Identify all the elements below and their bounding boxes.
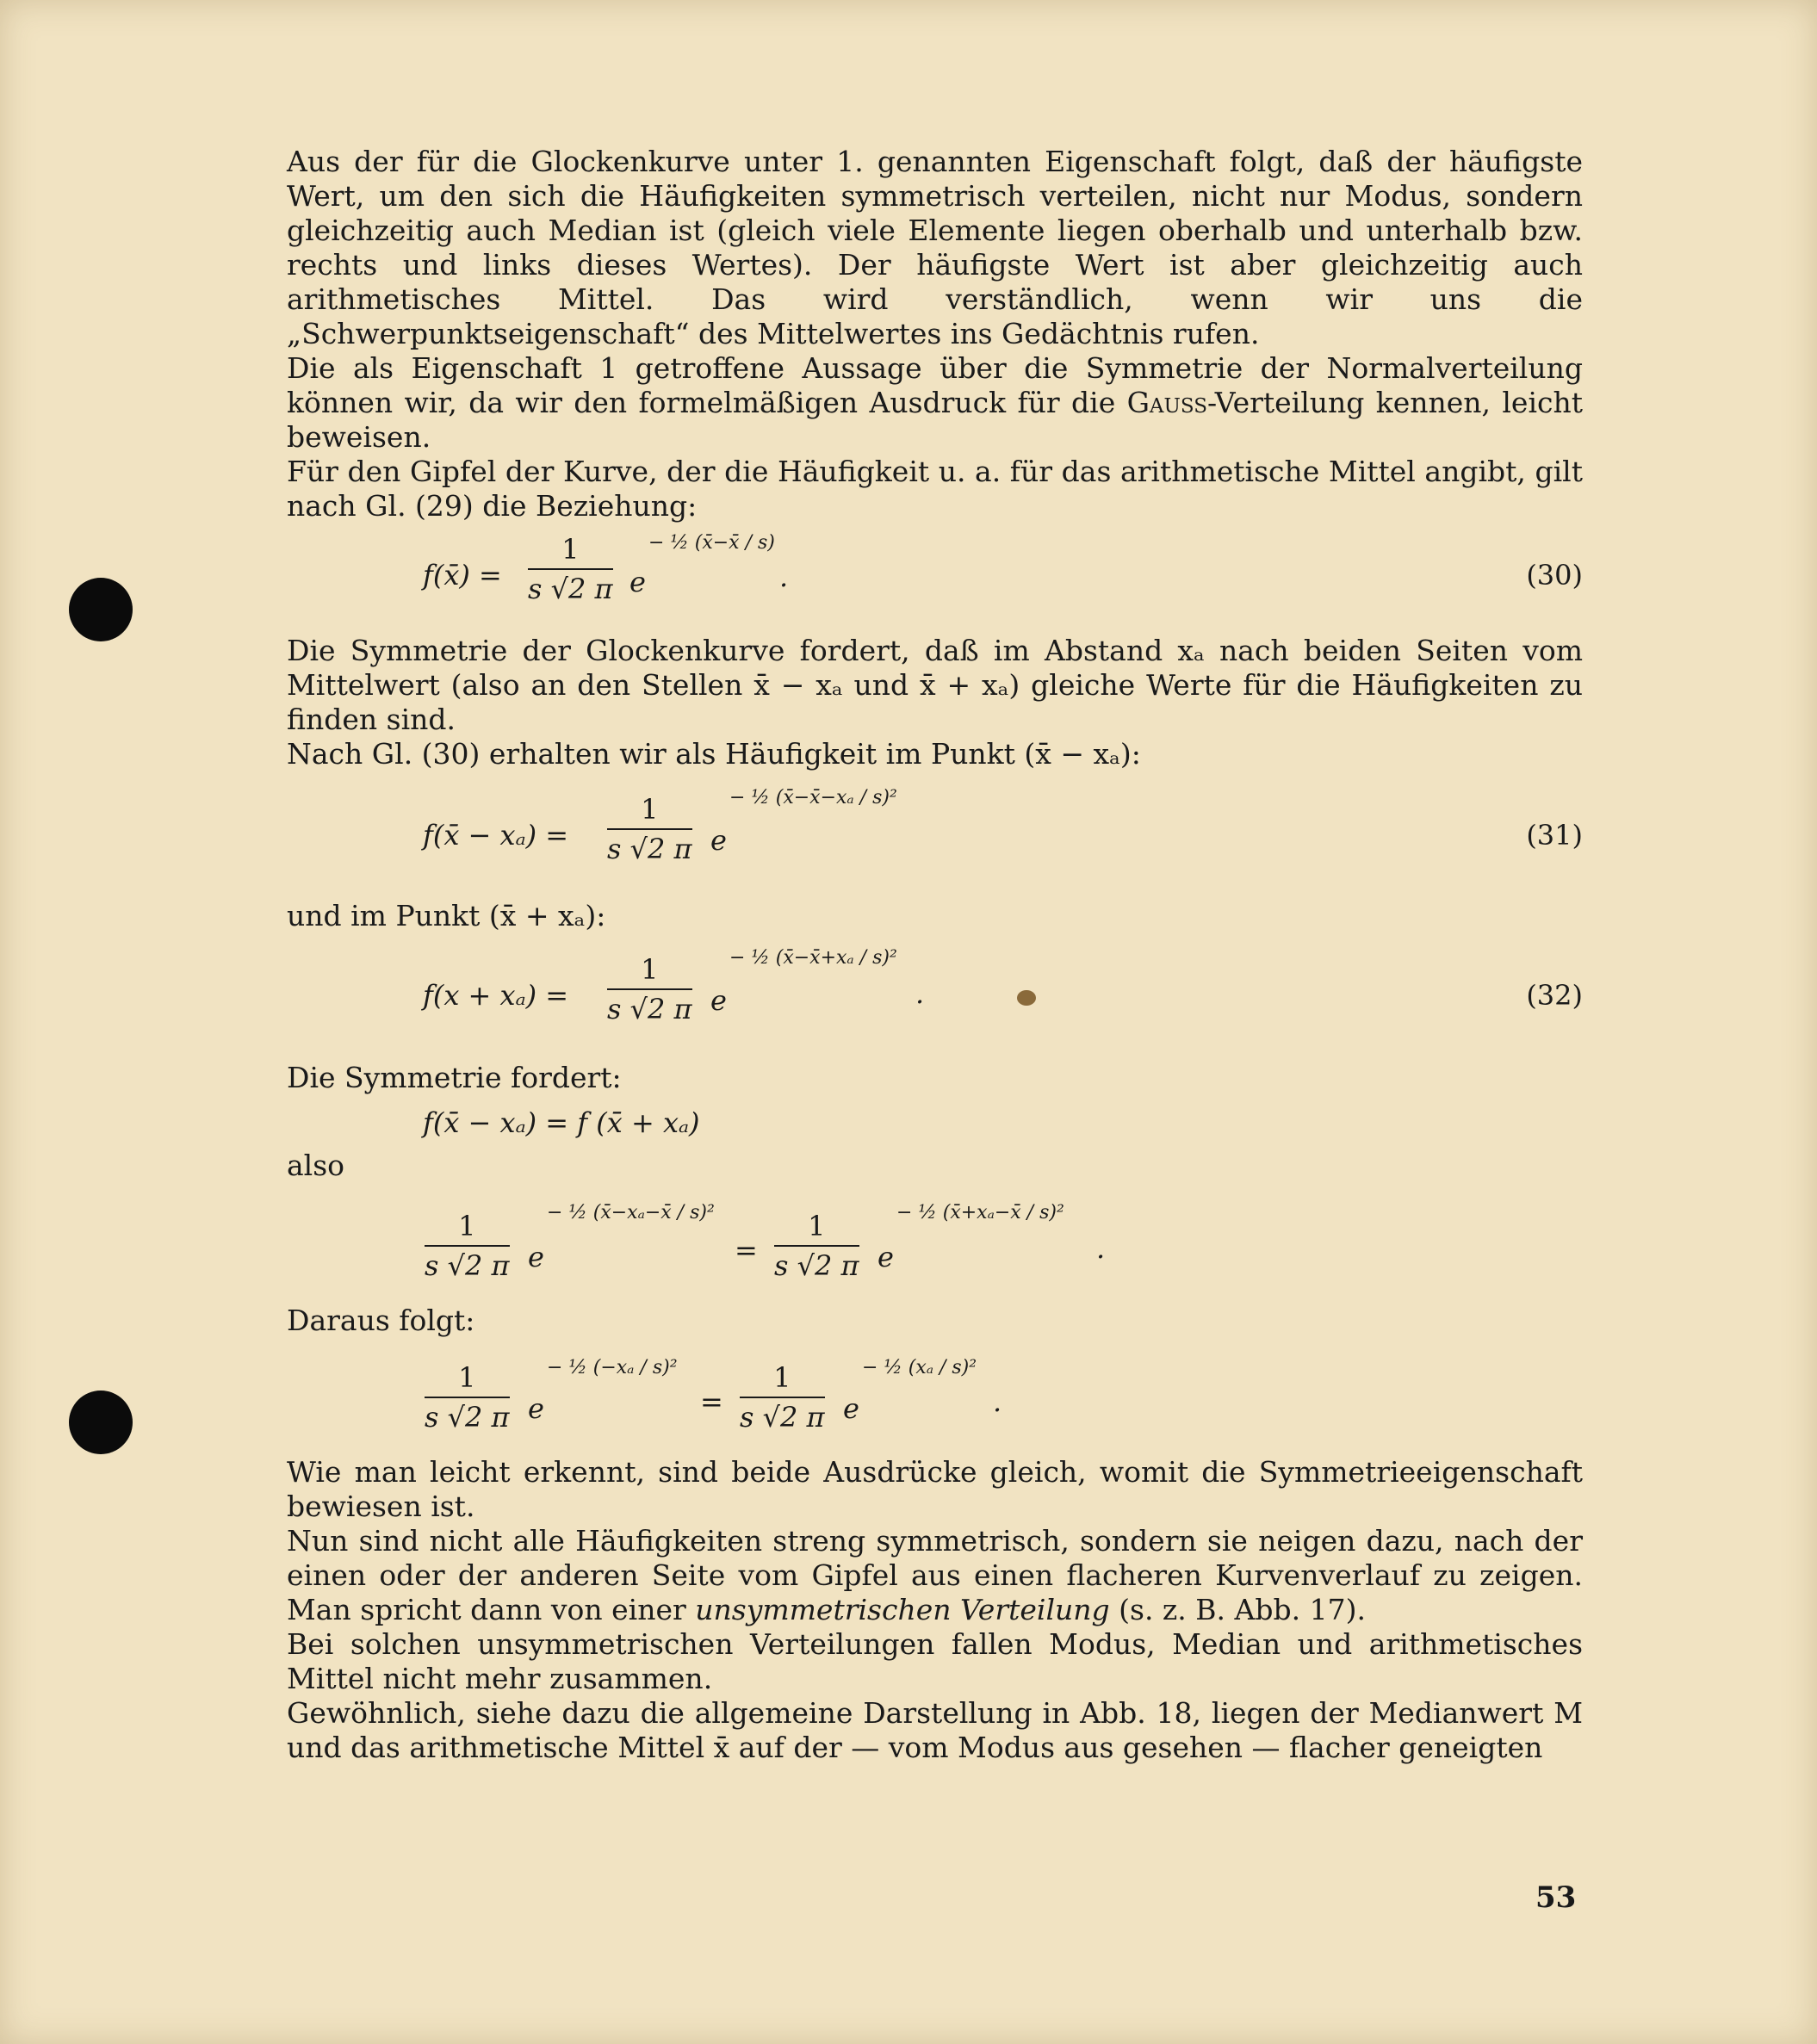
equation-lhs: f(x + xₐ) =: [423, 979, 569, 1012]
punch-hole-top: [69, 578, 133, 641]
euler-e: e: [528, 1241, 544, 1273]
equation-daraus: [287, 1338, 1583, 1455]
fraction-denominator: s √2 π: [607, 833, 692, 865]
equation-fraction: [774, 1209, 859, 1283]
equation-end-dot: .: [1096, 1232, 1106, 1265]
euler-e: e: [843, 1392, 859, 1425]
emphasis: unsymmetrischen Verteilung: [695, 1593, 1110, 1626]
equation-number: (32): [1526, 979, 1583, 1012]
euler-e: e: [877, 1241, 894, 1273]
text-span: -Verteilung kennen, leicht beweisen.: [287, 386, 1583, 454]
exponent: − ½ (−xₐ / s)²: [547, 1357, 678, 1378]
equation-lhs: f(x̄) =: [423, 559, 502, 592]
paragraph: [287, 351, 1583, 455]
fraction-numerator: 1: [607, 792, 692, 830]
equation-fraction: [425, 1360, 510, 1434]
exponent: − ½ (x̄−x̄+xₐ / s)²: [729, 947, 897, 969]
paragraph: und im Punkt (x̄ + xₐ):: [287, 899, 606, 932]
equation-also: [287, 1183, 1583, 1304]
equation-fraction: [528, 532, 613, 606]
text-span: (s. z. B. Abb. 17).: [1109, 1593, 1366, 1626]
punch-hole-bottom: [69, 1391, 133, 1454]
equation-end-dot: .: [779, 561, 789, 593]
fraction-numerator: 1: [607, 952, 692, 990]
equation-31: [287, 771, 1583, 899]
exponent: − ½ (x̄+xₐ−x̄ / s)²: [896, 1202, 1064, 1223]
paragraph: Aus der für die Glockenkurve unter 1. genannten Eigenschaft folgt, daß der häufigste Wert, um den sich die Häufigkeiten symmetrisch verteilen, nicht nur Modus, sondern gleichzeitig auch Median ist (gleich viele Elemente liegen oberhalb und unterhalb bzw. rechts und links dieses Wertes). Der häufigste Wert ist aber gleichzeitig auch arithmetisches Mittel. Das wird verständlich, wenn wir uns die „Schwerpunktseigenschaft“ des Mittelwertes ins Gedächtnis rufen.: [287, 145, 1583, 350]
page-content: [287, 145, 1583, 1765]
fraction-numerator: 1: [774, 1209, 859, 1247]
fraction-denominator: s √2 π: [740, 1401, 825, 1434]
exponent: − ½ (x̄−x̄ / s): [648, 532, 775, 554]
euler-e: e: [710, 984, 727, 1017]
equation-fraction: [740, 1360, 825, 1434]
paragraph: Daraus folgt:: [287, 1304, 475, 1337]
equation-end-dot: .: [915, 977, 925, 1010]
paragraph: Nach Gl. (30) erhalten wir als Häufigkeit im Punkt (x̄ − xₐ):: [287, 737, 1141, 771]
fraction-denominator: s √2 π: [607, 993, 692, 1025]
euler-e: e: [528, 1392, 544, 1425]
fraction-numerator: 1: [528, 532, 613, 570]
paragraph: Gewöhnlich, siehe dazu die allgemeine Darstellung in Abb. 18, liegen der Medianwert M und das arithmetische Mittel x̄ auf der — vom Modus aus gesehen — flacher geneigten: [287, 1696, 1583, 1764]
equation-30: [287, 523, 1583, 634]
equation-lhs: f(x̄ − xₐ) =: [423, 819, 569, 852]
paragraph: Die Symmetrie der Glockenkurve fordert, daß im Abstand xₐ nach beiden Seiten vom Mittelwert (also an den Stellen x̄ − xₐ und x̄ + xₐ) gleiche Werte für die Häufigkeiten zu finden sind.: [287, 634, 1583, 736]
fraction-numerator: 1: [740, 1360, 825, 1398]
equation-end-dot: .: [993, 1385, 1002, 1418]
equation-number: (31): [1526, 819, 1583, 852]
author-name: Gauss: [1126, 386, 1208, 419]
equation-fraction: [607, 792, 692, 866]
paragraph: Die Symmetrie fordert:: [287, 1061, 622, 1094]
fraction-denominator: s √2 π: [425, 1401, 510, 1434]
equation-number: (30): [1526, 559, 1583, 592]
paragraph: [287, 1524, 1583, 1627]
symmetry-equation: [287, 1095, 1583, 1149]
paragraph: Für den Gipfel der Kurve, der die Häufigkeit u. a. für das arithmetische Mittel angibt, gilt nach Gl. (29) die Beziehung:: [287, 455, 1583, 523]
equation-text: f(x̄ − xₐ) = f (x̄ + xₐ): [423, 1106, 700, 1139]
equals-sign: =: [735, 1234, 758, 1267]
equals-sign: =: [700, 1385, 723, 1418]
fraction-denominator: s √2 π: [774, 1249, 859, 1282]
text-span: Die als Eigenschaft 1 getroffene Aussage über die Symmetrie der Normalverteilung können wir, da wir den formelmäßigen Ausdruck für die: [287, 351, 1583, 419]
euler-e: e: [710, 824, 727, 857]
fraction-denominator: s √2 π: [528, 573, 613, 605]
exponent: − ½ (xₐ / s)²: [862, 1357, 977, 1378]
equation-32: [287, 933, 1583, 1061]
page-number: 53: [1535, 1880, 1577, 1915]
equation-fraction: [425, 1209, 510, 1283]
exponent: − ½ (x̄−x̄−xₐ / s)²: [729, 787, 897, 808]
euler-e: e: [629, 566, 646, 598]
fraction-denominator: s √2 π: [425, 1249, 510, 1282]
paragraph: Wie man leicht erkennt, sind beide Ausdrücke gleich, womit die Symmetrieeigenschaft bewiesen ist.: [287, 1455, 1583, 1523]
paragraph: Bei solchen unsymmetrischen Verteilungen fallen Modus, Median und arithmetisches Mittel nicht mehr zusammen.: [287, 1627, 1583, 1695]
fraction-numerator: 1: [425, 1209, 510, 1247]
paragraph: also: [287, 1149, 345, 1182]
text-span: Nun sind nicht alle Häufigkeiten streng symmetrisch, sondern sie neigen dazu, nach der einen oder der anderen Seite vom Gipfel aus einen flacheren Kurvenverlauf zu zeigen. Man spricht dann von einer: [287, 1524, 1583, 1626]
exponent: − ½ (x̄−xₐ−x̄ / s)²: [547, 1202, 715, 1223]
fraction-numerator: 1: [425, 1360, 510, 1398]
equation-fraction: [607, 952, 692, 1026]
